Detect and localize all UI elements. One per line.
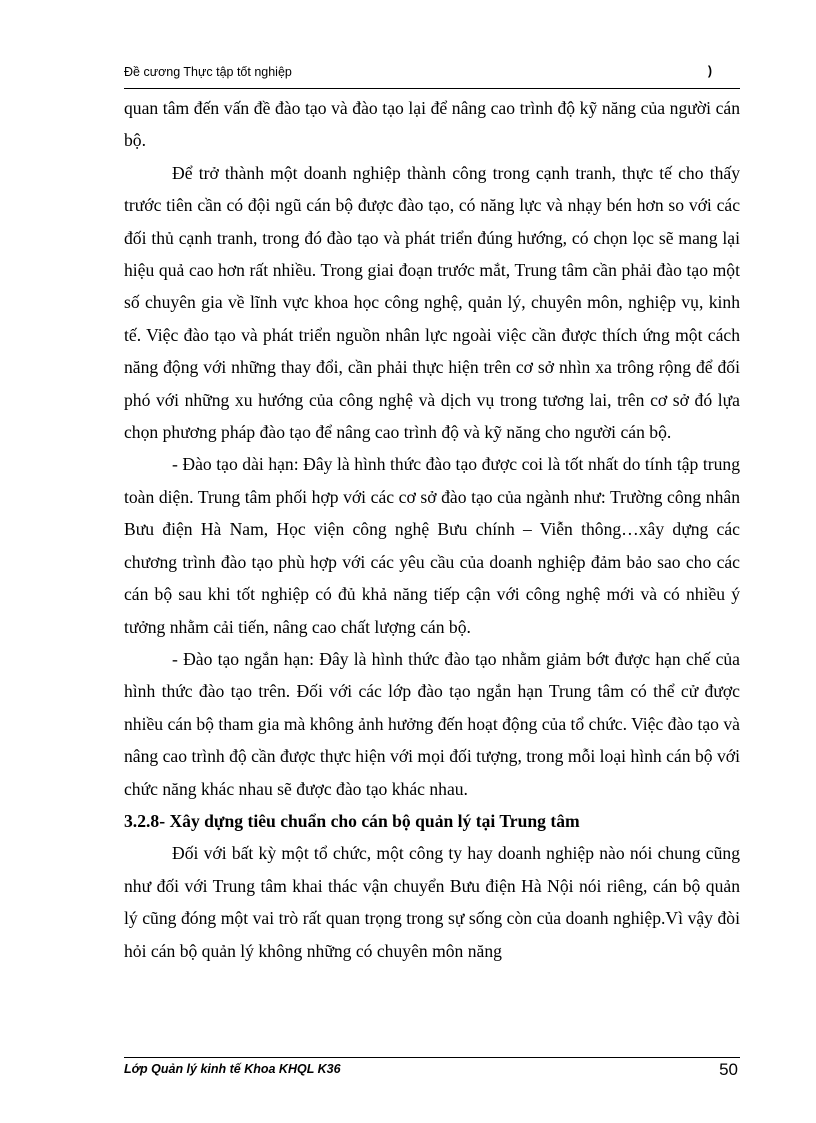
header-title: Đề cương Thực tập tốt nghiệp [124,65,292,79]
footer-divider [124,1057,740,1058]
paragraph-long-term-training: - Đào tạo dài hạn: Đây là hình thức đào tạo được coi là tốt nhất do tính tập trung toàn diện. Trung tâm phối hợp với các cơ sở đào tạo của ngành như: Trường công nhân Bưu điện Hà Nam, Học viện công nghệ Bưu chính – Viễn thông…xây dựng các chương trình đào tạo phù hợp với các yêu cầu của doanh nghiệp đảm bảo sao cho các cán bộ sau khi tốt nghiệp có đủ khả năng tiếp cận với công nghệ mới và có nhiều ý tưởng nhằm cải tiến, nâng cao chất lượng cán bộ. [124,454,740,637]
paragraph-continuation: quan tâm đến vấn đề đào tạo và đào tạo lại để nâng cao trình độ kỹ năng của người cán bộ. [124,98,740,151]
page-footer [124,1060,740,1084]
paragraph-competition: Để trở thành một doanh nghiệp thành công trong cạnh tranh, thực tế cho thấy trước tiên cần có đội ngũ cán bộ được đào tạo, có năng lực và nhạy bén hơn so với các đối thủ cạnh tranh, trong đó đào tạo và phát triển đúng hướng, có chọn lọc sẽ mang lại hiệu quả cao hơn rất nhiều. Trong giai đoạn trước mắt, Trung tâm cần phải đào tạo một số chuyên gia về lĩnh vực khoa học công nghệ, quản lý, chuyên môn, nghiệp vụ, kinh tế. Việc đào tạo và phát triển nguồn nhân lực ngoài việc cần được thích ứng một cách năng động với những thay đổi, cần phải thực hiện trên cơ sở nhìn xa trông rộng để đối phó với những xu hướng của công nghệ và dịch vụ trong tương lai, trên cơ sở đó lựa chọn phương pháp đào tạo để nâng cao trình độ và kỹ năng cho người cán bộ. [124,162,740,443]
page-header [124,64,712,84]
document-body [124,92,740,967]
paragraph-management-standards: Đối với bất kỳ một tổ chức, một công ty hay doanh nghiệp nào nói chung cũng như đối với Trung tâm khai thác vận chuyển Bưu điện Hà Nội nói riêng, cán bộ quản lý cũng đóng một vai trò rất quan trọng trong sự sống còn của doanh nghiệp.Vì vậy đòi hỏi cán bộ quản lý không những có chuyên môn năng [124,843,740,961]
header-mark: ) [707,64,712,78]
header-divider [124,88,740,89]
paragraph-short-term-training: - Đào tạo ngắn hạn: Đây là hình thức đào tạo nhằm giảm bớt được hạn chế của hình thức đào tạo trên. Đối với các lớp đào tạo ngắn hạn Trung tâm có thể cử được nhiều cán bộ tham gia mà không ảnh hưởng đến hoạt động của tổ chức. Việc đào tạo và nâng cao trình độ cần được thực hiện với mọi đối tượng, trong mỗi loại hình cán bộ với chức năng khác nhau sẽ được đào tạo khác nhau. [124,648,740,799]
footer-class-label: Lớp Quản lý kinh tế Khoa KHQL K36 [124,1062,341,1076]
page-number: 50 [719,1060,738,1079]
section-heading: 3.2.8- Xây dựng tiêu chuẩn cho cán bộ quản lý tại Trung tâm [124,810,580,831]
